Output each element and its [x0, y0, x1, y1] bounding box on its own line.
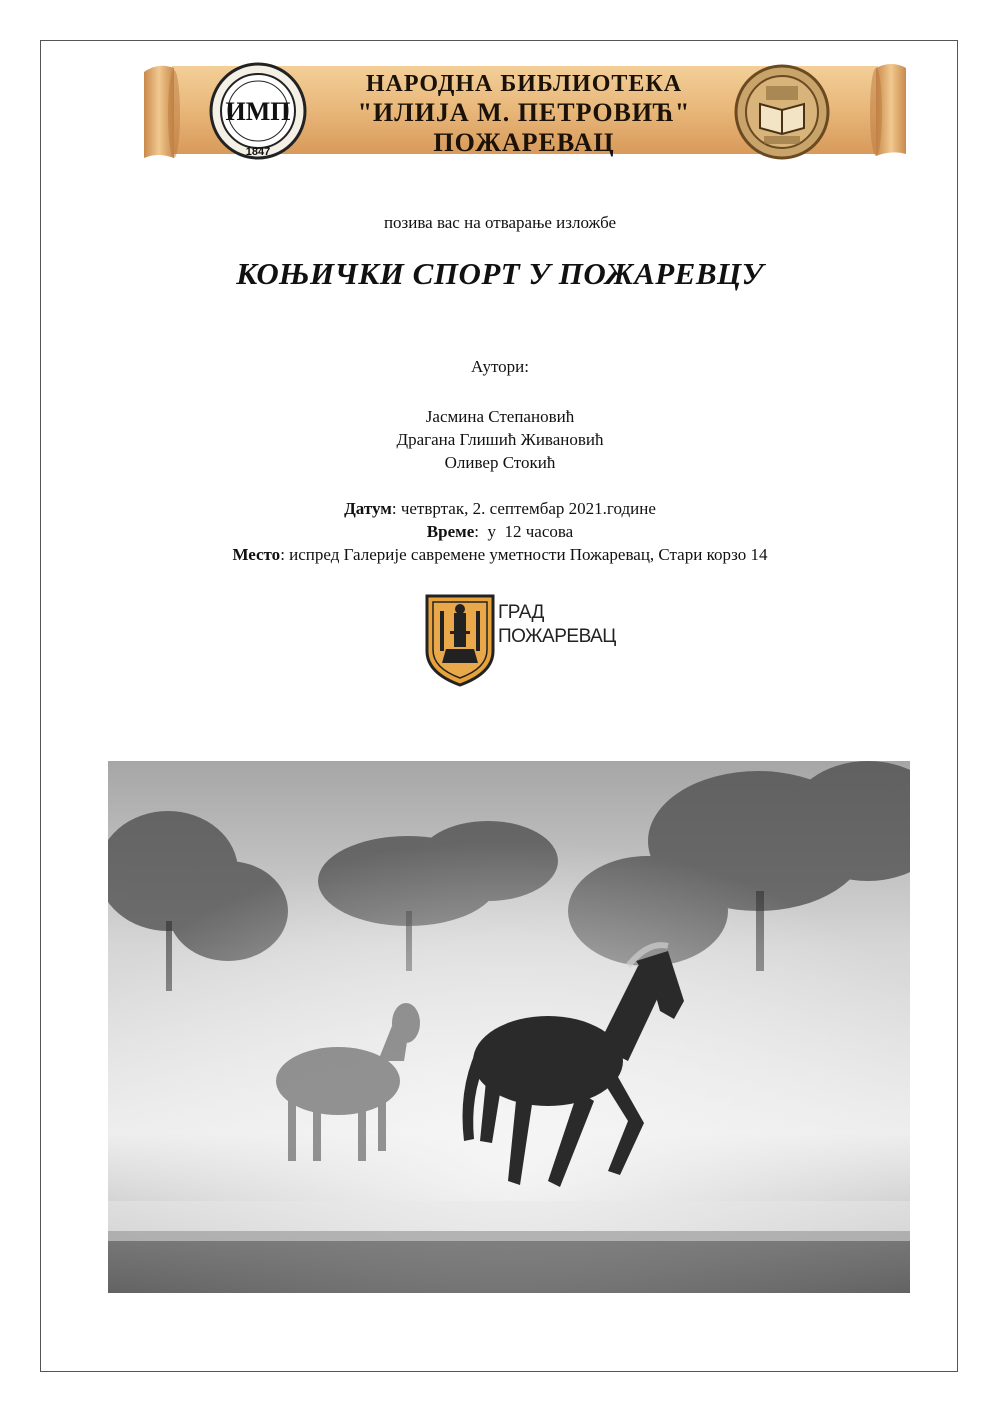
city-name-line1: ГРАД	[498, 602, 544, 623]
author-name: Драгана Глишић Живановић	[396, 430, 604, 449]
event-details	[0, 497, 1000, 566]
library-name-line1: НАРОДНА БИБЛИОТЕКА	[365, 71, 683, 97]
library-name-line3: ПОЖАРЕВАЦ	[433, 128, 615, 157]
date-value: : четвртак, 2. септембар 2021.године	[391, 499, 656, 518]
library-seal-left-icon	[206, 62, 310, 160]
time-line	[0, 520, 1000, 543]
place-value: : испред Галерије савремене уметности Пожаревац, Стари корзо 14	[280, 545, 768, 564]
date-label: Датум	[344, 499, 392, 518]
library-name-line2: "ИЛИЈА М. ПЕТРОВИЋ"	[357, 98, 691, 127]
svg-text:ИМП: ИМП	[225, 97, 291, 126]
library-name	[334, 70, 714, 158]
place-label: Место	[232, 545, 281, 564]
authors-label: Аутори:	[471, 357, 529, 376]
ex-libris-seal-icon	[730, 64, 834, 160]
time-value: : у 12 часова	[474, 522, 574, 541]
date-line	[0, 497, 1000, 520]
invitation-text: позива вас на отварање изложбе	[383, 213, 617, 232]
authors-list	[0, 405, 1000, 474]
city-shield-icon	[424, 593, 496, 687]
exhibition-title: КОЊИЧКИ СПОРТ У ПОЖАРЕВЦУ	[236, 256, 764, 291]
author-name: Јасмина Степановић	[425, 407, 575, 426]
time-label: Време	[426, 522, 475, 541]
city-name-line2: ПОЖАРЕВАЦ	[498, 626, 616, 647]
running-horses-image	[108, 761, 910, 1293]
city-name	[498, 601, 616, 649]
library-header-banner	[144, 62, 906, 160]
svg-text:1847: 1847	[245, 146, 271, 158]
city-logo	[424, 593, 654, 688]
author-name: Оливер Стокић	[444, 453, 556, 472]
horses-photo	[108, 761, 910, 1293]
place-line	[0, 543, 1000, 566]
